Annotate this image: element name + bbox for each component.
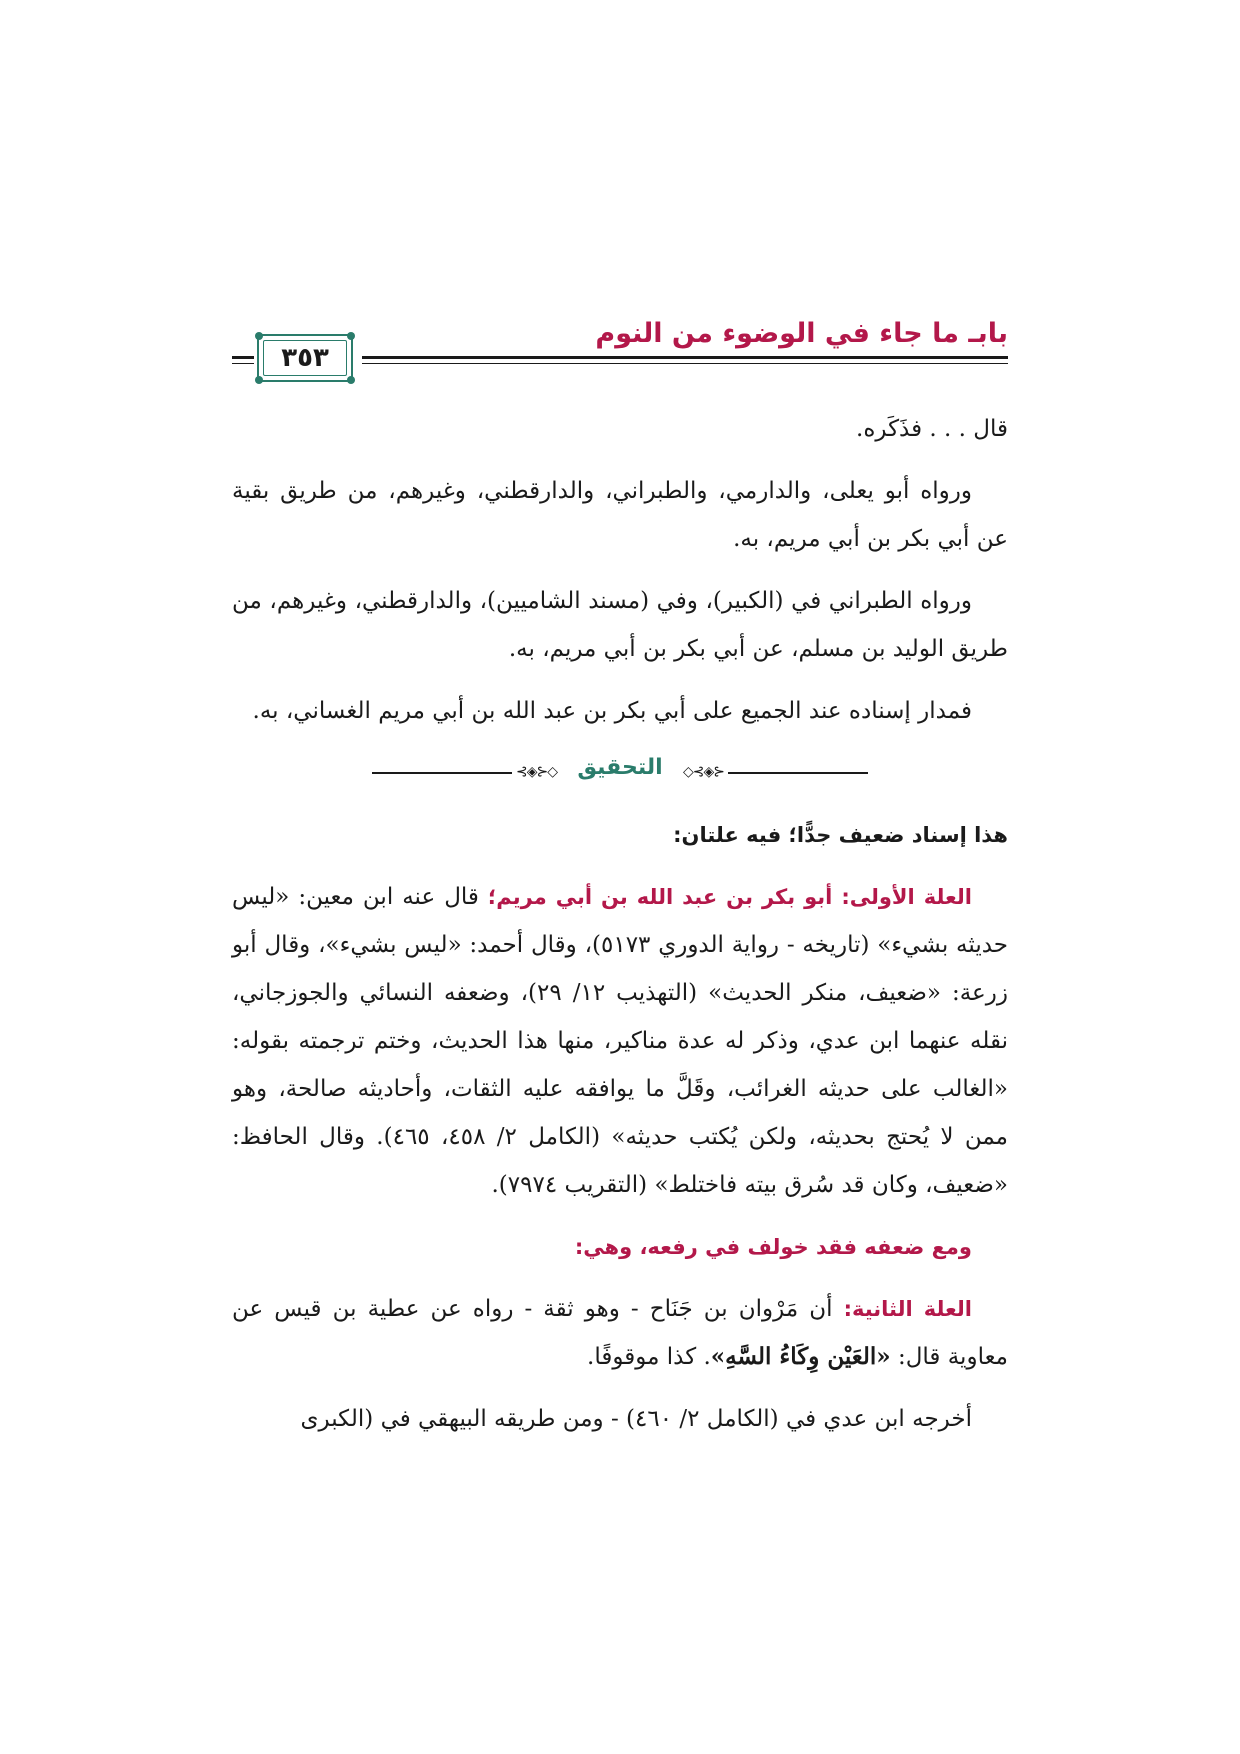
illa-second-text-after: . كذا موقوفًا.	[587, 1344, 711, 1370]
chapter-title: بابـ ما جاء في الوضوء من النوم	[595, 318, 1008, 349]
divider-line-right	[728, 772, 868, 774]
header-rule-left-top	[232, 356, 254, 359]
illa-first-paragraph	[232, 873, 1008, 1209]
illa-second-label: العلة الثانية:	[843, 1297, 972, 1321]
page-header	[232, 312, 1008, 392]
paragraph: ورواه الطبراني في (الكبير)، وفي (مسند الشاميين)، والدارقطني، وغيرهم، من طريق الوليد بن مسلم، عن أبي بكر بن أبي مريم، به.	[232, 588, 1008, 662]
illa-second-paragraph	[232, 1285, 1008, 1381]
section-divider	[232, 749, 1008, 797]
badge-corner-ornament	[255, 376, 263, 384]
badge-corner-ornament	[347, 376, 355, 384]
header-rule-bottom	[362, 363, 1008, 364]
hadith-quote: «العَيْن وِكَاءُ السَّهِ»	[710, 1343, 891, 1370]
page-number: ٣٥٣	[281, 343, 329, 373]
divider-ornament-icon: ⊰◈⊱◇	[683, 764, 724, 780]
paragraph-last-line: أخرجه ابن عدي في (الكامل ٢/ ٤٦٠) - ومن طريقه البيهقي في (الكبرى	[300, 1406, 972, 1432]
badge-corner-ornament	[255, 332, 263, 340]
page-number-badge	[257, 334, 353, 382]
divider-line-left	[372, 772, 512, 774]
illa-first-text: قال عنه ابن معين: «ليس حديثه بشيء» (تاريخه - رواية الدوري ٥١٧٣)، وقال أحمد: «ليس بشيء»، وقال أبو زرعة: «ضعيف، منكر الحديث» (التهذيب ١٢/ ٢٩)، وضعفه النسائي والجوزجاني، نقله عنهما ابن عدي، وذكر له عدة مناكير، منها هذا الحديث، وختم ترجمته بقوله: «الغالب على حديثه الغرائب، وقَلَّ ما يوافقه عليه الثقات، وأحاديثه صالحة، وهو ممن لا يُحتج بحديثه، ولكن يُكتب حديثه» (الكامل ٢/ ٤٥٨، ٤٦٥). وقال الحافظ: «ضعيف، وكان قد سُرق بيته فاختلط» (التقريب ٧٩٧٤).	[232, 884, 1009, 1198]
sub-heading: ومع ضعفه فقد خولف في رفعه، وهي:	[574, 1235, 972, 1259]
illa-second-text-before: أن مَرْوان بن جَنَاح - وهو ثقة - رواه عن عطية بن قيس عن معاوية قال:	[232, 1296, 1008, 1370]
paragraph: فمدار إسناده عند الجميع على أبي بكر بن عبد الله بن أبي مريم الغساني، به.	[252, 698, 972, 724]
section-heading	[232, 811, 1008, 859]
sub-heading-paragraph	[232, 1223, 1008, 1271]
header-rule-top	[362, 356, 1008, 359]
book-page	[232, 0, 1008, 1754]
section-title: التحقيق	[577, 755, 663, 780]
paragraph: ورواه أبو يعلى، والدارمي، والطبراني، والدارقطني، وغيرهم، من طريق بقية عن أبي بكر بن أبي مريم، به.	[232, 478, 1008, 552]
divider-ornament-icon: ◇⊰◈⊱	[516, 764, 557, 780]
isnad-verdict: هذا إسناد ضعيف جدًّا؛ فيه علتان:	[673, 823, 1008, 847]
paragraph: قال . . . فذَكَره.	[856, 416, 1008, 442]
page-body	[232, 405, 1008, 1457]
header-rule-left-bottom	[232, 363, 254, 364]
illa-first-label: العلة الأولى: أبو بكر بن عبد الله بن أبي مريم؛	[487, 885, 972, 909]
badge-corner-ornament	[347, 332, 355, 340]
